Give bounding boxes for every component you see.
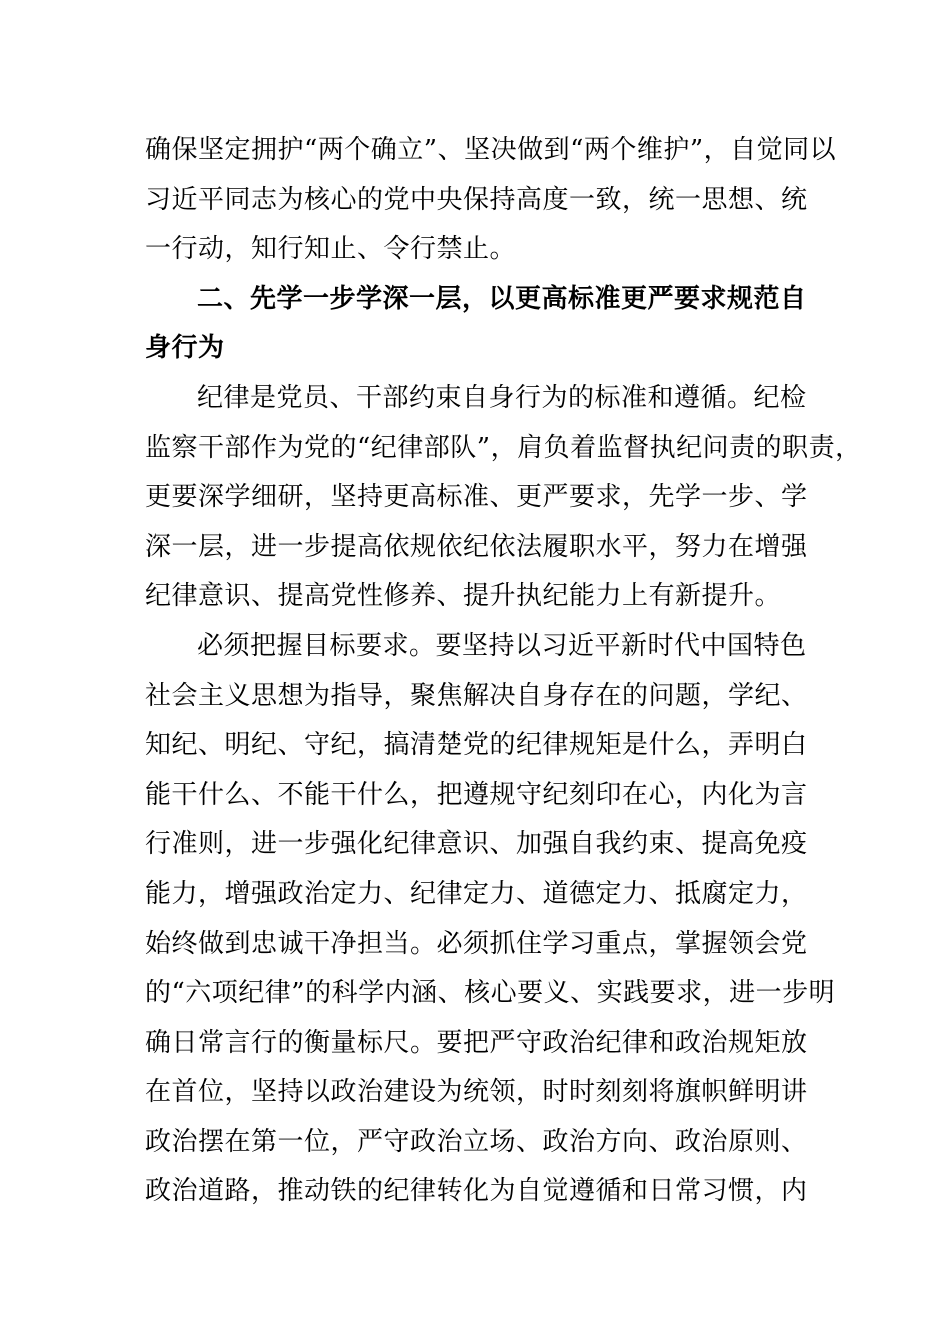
text-line: 始终做到忠诚干净担当。必须抓住学习重点，掌握领会党 [145,928,808,959]
text-line: 能干什么、不能干什么，把遵规守纪刻印在心，内化为言 [145,779,808,810]
paragraph-start: 纪律是党员、干部约束自身行为的标准和遵循。纪检 [197,382,807,413]
text-line: 的“六项纪律”的科学内涵、核心要义、实践要求，进一步明 [145,978,836,1009]
text-line: 确日常言行的衡量标尺。要把严守政治纪律和政治规矩放 [145,1027,808,1058]
text-line: 习近平同志为核心的党中央保持高度一致，统一思想、统 [145,184,808,215]
text-line: 政治道路，推动铁的纪律转化为自觉遵循和日常习惯，内 [145,1176,808,1207]
text-line: 更要深学细研，坚持更高标准、更严要求，先学一步、学 [145,482,808,513]
text-line: 深一层，进一步提高依规依纪依法履职水平，努力在增强 [145,531,808,562]
text-line: 能力，增强政治定力、纪律定力、道德定力、抵腐定力， [145,878,808,909]
text-line: 确保坚定拥护“两个确立”、坚决做到“两个维护”，自觉同以 [145,135,837,165]
section-heading: 二、先学一步学深一层，以更高标准更严要求规范自 [197,283,807,314]
paragraph-start: 必须把握目标要求。要坚持以习近平新时代中国特色 [197,630,807,661]
text-line: 在首位，坚持以政治建设为统领，时时刻刻将旗帜鲜明讲 [145,1077,808,1108]
text-line: 政治摆在第一位，严守政治立场、政治方向、政治原则、 [145,1126,808,1157]
text-line: 监察干部作为党的“纪律部队”，肩负着监督执纪问责的职责， [145,432,862,463]
text-line: 知纪、明纪、守纪，搞清楚党的纪律规矩是什么，弄明白 [145,730,808,761]
text-line: 社会主义思想为指导，聚焦解决自身存在的问题，学纪、 [145,680,808,711]
text-line: 纪律意识、提高党性修养、提升执纪能力上有新提升。 [145,581,782,612]
section-heading-cont: 身行为 [145,333,225,364]
text-line: 行准则，进一步强化纪律意识、加强自我约束、提高免疫 [145,829,808,860]
body-text [145,126,862,1217]
text-line: 一行动，知行知止、令行禁止。 [145,234,517,265]
